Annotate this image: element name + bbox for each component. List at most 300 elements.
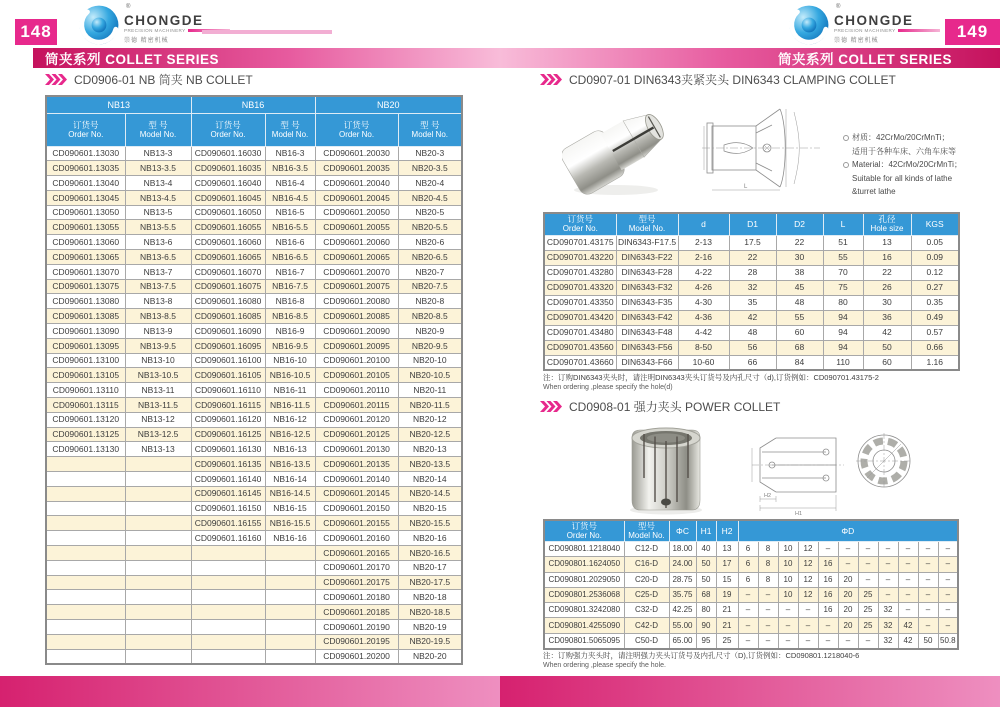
nb-cell bbox=[46, 501, 125, 516]
power-cell: C50-D bbox=[624, 633, 669, 648]
table-row bbox=[46, 279, 462, 294]
power-cell: – bbox=[938, 603, 958, 618]
phi-d-group-header: ΦD bbox=[738, 520, 958, 542]
footer-band-left bbox=[0, 676, 500, 707]
material-note-line bbox=[843, 145, 998, 159]
din-cell: 56 bbox=[729, 340, 776, 355]
power-cell: 42 bbox=[898, 633, 918, 648]
power-cell: – bbox=[898, 587, 918, 602]
table-row bbox=[46, 560, 462, 575]
din-cell: 48 bbox=[776, 295, 823, 310]
din-cell: 4-42 bbox=[678, 325, 729, 340]
din-cell: 8-50 bbox=[678, 340, 729, 355]
nb-cell: NB13-3 bbox=[125, 146, 191, 161]
power-collet-drawing-side bbox=[748, 428, 848, 516]
nb-cell: CD090601.16125 bbox=[191, 427, 265, 442]
nb-cell: NB16-16 bbox=[265, 531, 315, 546]
brand-logo-right bbox=[788, 4, 940, 46]
power-cell: – bbox=[918, 557, 938, 572]
material-note-text: Suitable for all kinds of lathe bbox=[852, 173, 953, 183]
brand-name-zh: 崇德 精密机械 bbox=[124, 38, 169, 44]
din-cell: DIN6343-F32 bbox=[616, 280, 678, 295]
nb-cell: CD090601.20115 bbox=[315, 398, 398, 413]
din-column-header: L bbox=[823, 213, 863, 235]
power-cell: – bbox=[738, 603, 758, 618]
nb-cell: NB16-7 bbox=[265, 264, 315, 279]
nb-cell: CD090601.20100 bbox=[315, 353, 398, 368]
power-cell: CD090801.3242080 bbox=[544, 603, 624, 618]
power-cell: – bbox=[858, 572, 878, 587]
nb-cell: CD090601.20170 bbox=[315, 560, 398, 575]
din-cell: 94 bbox=[823, 340, 863, 355]
nb-cell: CD090601.20030 bbox=[315, 146, 398, 161]
nb-collet-table bbox=[45, 95, 463, 665]
table-row bbox=[46, 427, 462, 442]
nb-cell: CD090601.16065 bbox=[191, 250, 265, 265]
brand-name: CHONGDE bbox=[834, 13, 914, 28]
power-cell: 80 bbox=[696, 603, 716, 618]
table-row bbox=[544, 587, 958, 602]
nb-cell bbox=[125, 472, 191, 487]
din-cell: DIN6343-F48 bbox=[616, 325, 678, 340]
din-cell: 22 bbox=[776, 235, 823, 250]
din-cell: 22 bbox=[729, 250, 776, 265]
power-cell: 15 bbox=[716, 572, 738, 587]
table-row bbox=[544, 603, 958, 618]
din-cell: 0.09 bbox=[911, 250, 959, 265]
material-note-line bbox=[843, 185, 998, 199]
din-cell: 16 bbox=[863, 250, 911, 265]
din-cell: 4-36 bbox=[678, 310, 729, 325]
order-no-column-header: 订货号 Order No. bbox=[191, 113, 265, 146]
power-table-head bbox=[544, 520, 958, 542]
table-row bbox=[46, 235, 462, 250]
table-row bbox=[46, 176, 462, 191]
din-cell: 60 bbox=[776, 325, 823, 340]
nb-cell: NB16-13 bbox=[265, 442, 315, 457]
table-row bbox=[544, 633, 958, 648]
din-collet-photo bbox=[562, 98, 674, 200]
ring-bullet-icon bbox=[843, 135, 849, 141]
nb-cell: NB20-16 bbox=[398, 531, 462, 546]
nb-cell: CD090601.16055 bbox=[191, 220, 265, 235]
power-cell: C25-D bbox=[624, 587, 669, 602]
din-cell: 0.35 bbox=[911, 295, 959, 310]
nb-cell: NB13-7.5 bbox=[125, 279, 191, 294]
nb-cell: CD090601.13130 bbox=[46, 442, 125, 457]
section-title-power bbox=[540, 398, 780, 415]
power-cell: – bbox=[938, 572, 958, 587]
nb-cell bbox=[265, 620, 315, 635]
nb-cell: CD090601.20150 bbox=[315, 501, 398, 516]
power-cell: – bbox=[938, 618, 958, 633]
nb-cell: CD090601.16135 bbox=[191, 457, 265, 472]
dim-label-l: L bbox=[744, 184, 748, 190]
nb-cell: NB16-10.5 bbox=[265, 368, 315, 383]
din-column-header: KGS bbox=[911, 213, 959, 235]
power-cell: 50.8 bbox=[938, 633, 958, 648]
nb-cell: NB20-4 bbox=[398, 176, 462, 191]
power-cell: – bbox=[898, 557, 918, 572]
nb-cell bbox=[125, 531, 191, 546]
din-cell: 22 bbox=[863, 265, 911, 280]
material-notes bbox=[843, 131, 998, 199]
din-cell: 17.5 bbox=[729, 235, 776, 250]
nb-cell: NB13-6 bbox=[125, 235, 191, 250]
nb-cell: NB20-19.5 bbox=[398, 634, 462, 649]
nb-cell: CD090601.20075 bbox=[315, 279, 398, 294]
table-row bbox=[46, 190, 462, 205]
power-cell: – bbox=[798, 618, 818, 633]
din-column-header: 订货号 Order No. bbox=[544, 213, 616, 235]
nb-cell: CD090601.16040 bbox=[191, 176, 265, 191]
series-banner-text: 筒夹系列 COLLET SERIES bbox=[45, 52, 220, 67]
nb-cell: CD090601.20190 bbox=[315, 620, 398, 635]
nb-cell: CD090601.20050 bbox=[315, 205, 398, 220]
table-row bbox=[544, 295, 959, 310]
power-cell: 12 bbox=[798, 542, 818, 557]
power-collet-table bbox=[543, 519, 959, 650]
nb-cell bbox=[191, 649, 265, 664]
table-row bbox=[46, 516, 462, 531]
power-cell: – bbox=[758, 603, 778, 618]
power-cell: 50 bbox=[696, 557, 716, 572]
section-title-text: CD0907-01 DIN6343夹紧夹头 DIN6343 CLAMPING COLLET bbox=[569, 73, 896, 87]
power-cell: 50 bbox=[696, 572, 716, 587]
nb-cell bbox=[265, 649, 315, 664]
nb-cell: CD090601.16110 bbox=[191, 383, 265, 398]
nb-cell bbox=[125, 605, 191, 620]
globe-icon bbox=[788, 4, 830, 46]
brand-subtitle: PRECISION MACHINERY bbox=[834, 28, 896, 33]
nb-cell bbox=[265, 546, 315, 561]
nb-cell: CD090601.16095 bbox=[191, 338, 265, 353]
brand-subtitle: PRECISION MACHINERY bbox=[124, 28, 186, 33]
power-cell: – bbox=[938, 557, 958, 572]
din-cell: CD090701.43480 bbox=[544, 325, 616, 340]
nb-cell: NB16-13.5 bbox=[265, 457, 315, 472]
nb-cell: CD090601.20125 bbox=[315, 427, 398, 442]
nb-cell bbox=[265, 634, 315, 649]
nb-cell: NB20-10.5 bbox=[398, 368, 462, 383]
nb-cell bbox=[265, 590, 315, 605]
power-cell: – bbox=[918, 572, 938, 587]
nb-cell: NB16-7.5 bbox=[265, 279, 315, 294]
nb-cell: NB20-8 bbox=[398, 294, 462, 309]
nb-cell bbox=[46, 560, 125, 575]
table-row bbox=[544, 310, 959, 325]
nb-cell: CD090601.13070 bbox=[46, 264, 125, 279]
nb-cell: CD090601.20110 bbox=[315, 383, 398, 398]
power-cell: 12 bbox=[798, 587, 818, 602]
nb-cell: CD090601.16115 bbox=[191, 398, 265, 413]
din-cell: DIN6343-F56 bbox=[616, 340, 678, 355]
nb-cell: CD090601.20060 bbox=[315, 235, 398, 250]
nb-cell: CD090601.20185 bbox=[315, 605, 398, 620]
nb-cell: CD090601.20135 bbox=[315, 457, 398, 472]
nb-cell: NB16-6 bbox=[265, 235, 315, 250]
nb-cell: CD090601.20040 bbox=[315, 176, 398, 191]
nb-cell: CD090601.13105 bbox=[46, 368, 125, 383]
power-cell: – bbox=[818, 542, 838, 557]
power-cell: CD090801.5065095 bbox=[544, 633, 624, 648]
power-cell: 10 bbox=[778, 557, 798, 572]
nb-cell: CD090601.20085 bbox=[315, 309, 398, 324]
power-column-header: 订货号 Order No. bbox=[544, 520, 624, 542]
nb-cell: CD090601.16120 bbox=[191, 412, 265, 427]
table-row bbox=[46, 220, 462, 235]
nb-cell: NB16-9.5 bbox=[265, 338, 315, 353]
nb-cell: CD090601.13120 bbox=[46, 412, 125, 427]
power-cell: – bbox=[858, 542, 878, 557]
din-cell: 2-16 bbox=[678, 250, 729, 265]
nb-cell: NB20-13.5 bbox=[398, 457, 462, 472]
nb-table-body bbox=[46, 146, 462, 664]
nb-cell: CD090601.20145 bbox=[315, 486, 398, 501]
power-column-header: ΦC bbox=[669, 520, 696, 542]
note-text-zh: 注：订购强力夹头时，请注明强力夹头订货号及内孔尺寸（D),订货例如：CD090801.1218040-6 bbox=[543, 651, 860, 660]
nb-cell: NB16-10 bbox=[265, 353, 315, 368]
power-column-header: H1 bbox=[696, 520, 716, 542]
header-accent-line bbox=[202, 30, 332, 34]
din-ordering-note bbox=[543, 373, 879, 393]
chevrons-icon bbox=[540, 74, 562, 85]
page-number-right: 149 bbox=[945, 19, 1000, 45]
material-note-text: &turret lathe bbox=[852, 187, 896, 196]
din-cell: 60 bbox=[863, 355, 911, 370]
power-cell: – bbox=[738, 587, 758, 602]
nb-cell: NB20-5 bbox=[398, 205, 462, 220]
din-cell: 94 bbox=[823, 325, 863, 340]
table-row bbox=[544, 280, 959, 295]
din-cell: 30 bbox=[776, 250, 823, 265]
nb-cell: NB20-12.5 bbox=[398, 427, 462, 442]
power-cell: 25 bbox=[858, 618, 878, 633]
nb-cell: NB16-12 bbox=[265, 412, 315, 427]
nb-cell: NB20-11.5 bbox=[398, 398, 462, 413]
power-column-header: H2 bbox=[716, 520, 738, 542]
nb-cell: CD090601.16075 bbox=[191, 279, 265, 294]
power-column-header: 型号 Model No. bbox=[624, 520, 669, 542]
nb-cell: CD090601.16145 bbox=[191, 486, 265, 501]
power-cell: – bbox=[878, 542, 898, 557]
power-cell: – bbox=[918, 603, 938, 618]
note-text-en: When ordering ,please specify the hole(d) bbox=[543, 384, 673, 391]
nb-cell bbox=[46, 590, 125, 605]
din-cell: 28 bbox=[729, 265, 776, 280]
ring-bullet-icon bbox=[843, 162, 849, 168]
din-cell: 10-60 bbox=[678, 355, 729, 370]
material-note-text: Material：42CrMo/20CrMnTi； bbox=[852, 160, 962, 169]
registered-mark: ® bbox=[126, 4, 131, 10]
table-row bbox=[544, 325, 959, 340]
nb-cell: NB20-7.5 bbox=[398, 279, 462, 294]
power-cell: 42 bbox=[898, 618, 918, 633]
table-row bbox=[544, 355, 959, 370]
nb-cell: NB20-6.5 bbox=[398, 250, 462, 265]
nb-cell bbox=[191, 634, 265, 649]
nb-cell: NB16-15 bbox=[265, 501, 315, 516]
din-column-header: 孔径 Hole size bbox=[863, 213, 911, 235]
footer-band bbox=[0, 676, 1000, 707]
din-column-header: 型号 Model No. bbox=[616, 213, 678, 235]
nb-cell: NB16-14 bbox=[265, 472, 315, 487]
dim-label-h1: H1 bbox=[795, 511, 803, 516]
nb-cell: CD090601.13125 bbox=[46, 427, 125, 442]
nb-cell: CD090601.16140 bbox=[191, 472, 265, 487]
power-cell: 6 bbox=[738, 542, 758, 557]
nb-cell: NB20-5.5 bbox=[398, 220, 462, 235]
nb-cell: CD090601.16130 bbox=[191, 442, 265, 457]
power-cell: 8 bbox=[758, 572, 778, 587]
din-cell: CD090701.43350 bbox=[544, 295, 616, 310]
nb-cell: CD090601.16150 bbox=[191, 501, 265, 516]
din-cell: CD090701.43220 bbox=[544, 250, 616, 265]
power-cell: 20 bbox=[838, 572, 858, 587]
table-row bbox=[544, 572, 958, 587]
power-cell: – bbox=[758, 587, 778, 602]
nb-cell: NB20-18 bbox=[398, 590, 462, 605]
nb-cell: CD090601.16080 bbox=[191, 294, 265, 309]
din6343-table bbox=[543, 212, 960, 371]
power-cell: CD090801.4255090 bbox=[544, 618, 624, 633]
table-row bbox=[46, 634, 462, 649]
nb-cell bbox=[191, 546, 265, 561]
din-column-header: D1 bbox=[729, 213, 776, 235]
power-ordering-note bbox=[543, 651, 859, 671]
nb-cell: NB13-7 bbox=[125, 264, 191, 279]
nb-cell: CD090601.20035 bbox=[315, 161, 398, 176]
din-cell: DIN6343-F66 bbox=[616, 355, 678, 370]
din-cell: 30 bbox=[863, 295, 911, 310]
nb-cell: CD090601.13100 bbox=[46, 353, 125, 368]
nb-cell: NB13-6.5 bbox=[125, 250, 191, 265]
power-cell: 25 bbox=[716, 633, 738, 648]
nb-cell: NB16-5 bbox=[265, 205, 315, 220]
din-cell: 2-13 bbox=[678, 235, 729, 250]
nb-cell: CD090601.13060 bbox=[46, 235, 125, 250]
power-cell: 8 bbox=[758, 542, 778, 557]
model-no-column-header: 型 号 Model No. bbox=[125, 113, 191, 146]
nb-cell: CD090601.13035 bbox=[46, 161, 125, 176]
din-cell: CD090701.43560 bbox=[544, 340, 616, 355]
order-no-column-header: 订货号 Order No. bbox=[46, 113, 125, 146]
din-cell: 110 bbox=[823, 355, 863, 370]
power-cell: – bbox=[898, 542, 918, 557]
power-cell: C42-D bbox=[624, 618, 669, 633]
din-collet-drawing bbox=[700, 100, 825, 200]
table-row bbox=[544, 265, 959, 280]
power-cell: 32 bbox=[878, 603, 898, 618]
power-cell: 16 bbox=[818, 557, 838, 572]
nb-cell bbox=[46, 531, 125, 546]
power-cell: 12 bbox=[798, 557, 818, 572]
dim-label-h2: H2 bbox=[764, 493, 772, 499]
nb-cell: CD090601.13030 bbox=[46, 146, 125, 161]
nb-cell: NB16-6.5 bbox=[265, 250, 315, 265]
power-cell: 10 bbox=[778, 572, 798, 587]
logo-accent-line bbox=[898, 29, 940, 32]
table-row bbox=[46, 353, 462, 368]
nb-cell: NB20-17.5 bbox=[398, 575, 462, 590]
chevrons-icon bbox=[540, 401, 562, 412]
nb-cell bbox=[46, 649, 125, 664]
nb-cell: CD090601.13095 bbox=[46, 338, 125, 353]
power-cell: 32 bbox=[878, 633, 898, 648]
nb-cell: CD090601.16155 bbox=[191, 516, 265, 531]
note-text-en: When ordering ,please specify the hole. bbox=[543, 662, 666, 669]
table-row bbox=[46, 324, 462, 339]
series-banner-left bbox=[33, 48, 500, 68]
power-cell: – bbox=[738, 618, 758, 633]
nb-cell: NB20-3 bbox=[398, 146, 462, 161]
din-cell: 42 bbox=[729, 310, 776, 325]
din-cell: DIN6343-F17.5 bbox=[616, 235, 678, 250]
nb-cell: NB16-8.5 bbox=[265, 309, 315, 324]
power-cell: – bbox=[838, 633, 858, 648]
power-cell: – bbox=[898, 603, 918, 618]
nb-cell bbox=[46, 516, 125, 531]
power-cell: – bbox=[898, 572, 918, 587]
model-no-column-header: 型 号 Model No. bbox=[398, 113, 462, 146]
nb-table-head bbox=[46, 96, 462, 146]
nb-cell: NB20-17 bbox=[398, 560, 462, 575]
nb-cell bbox=[125, 620, 191, 635]
din-cell: 0.66 bbox=[911, 340, 959, 355]
power-cell: 35.75 bbox=[669, 587, 696, 602]
nb-group-header: NB20 bbox=[315, 96, 462, 113]
nb-cell: NB20-15 bbox=[398, 501, 462, 516]
nb-cell bbox=[125, 634, 191, 649]
table-row bbox=[544, 618, 958, 633]
nb-cell: CD090601.13040 bbox=[46, 176, 125, 191]
power-cell: 19 bbox=[716, 587, 738, 602]
table-row bbox=[46, 161, 462, 176]
material-note-text: 适用于各种车床、六角车床等 bbox=[852, 146, 956, 156]
nb-cell: CD090601.20200 bbox=[315, 649, 398, 664]
din-cell: 55 bbox=[823, 250, 863, 265]
din-cell: 4-30 bbox=[678, 295, 729, 310]
table-row bbox=[46, 457, 462, 472]
din-cell: 50 bbox=[863, 340, 911, 355]
nb-cell: CD090601.20140 bbox=[315, 472, 398, 487]
power-cell: 16 bbox=[818, 603, 838, 618]
table-row bbox=[46, 412, 462, 427]
nb-cell: CD090601.13045 bbox=[46, 190, 125, 205]
nb-cell: CD090601.13065 bbox=[46, 250, 125, 265]
nb-cell: NB13-8.5 bbox=[125, 309, 191, 324]
nb-cell: NB20-14 bbox=[398, 472, 462, 487]
nb-cell: NB13-10 bbox=[125, 353, 191, 368]
table-row bbox=[46, 531, 462, 546]
table-row bbox=[46, 383, 462, 398]
nb-cell: CD090601.20070 bbox=[315, 264, 398, 279]
nb-cell: CD090601.16090 bbox=[191, 324, 265, 339]
table-row bbox=[46, 546, 462, 561]
din-cell: 55 bbox=[776, 310, 823, 325]
nb-cell bbox=[191, 575, 265, 590]
nb-cell: NB13-11.5 bbox=[125, 398, 191, 413]
nb-cell: CD090601.13080 bbox=[46, 294, 125, 309]
nb-cell: CD090601.20065 bbox=[315, 250, 398, 265]
table-row bbox=[46, 398, 462, 413]
din-table-head bbox=[544, 213, 959, 235]
nb-cell: NB13-5 bbox=[125, 205, 191, 220]
registered-mark: ® bbox=[836, 4, 841, 10]
nb-group-row bbox=[46, 96, 462, 113]
nb-cell: NB16-3.5 bbox=[265, 161, 315, 176]
din-cell: 26 bbox=[863, 280, 911, 295]
